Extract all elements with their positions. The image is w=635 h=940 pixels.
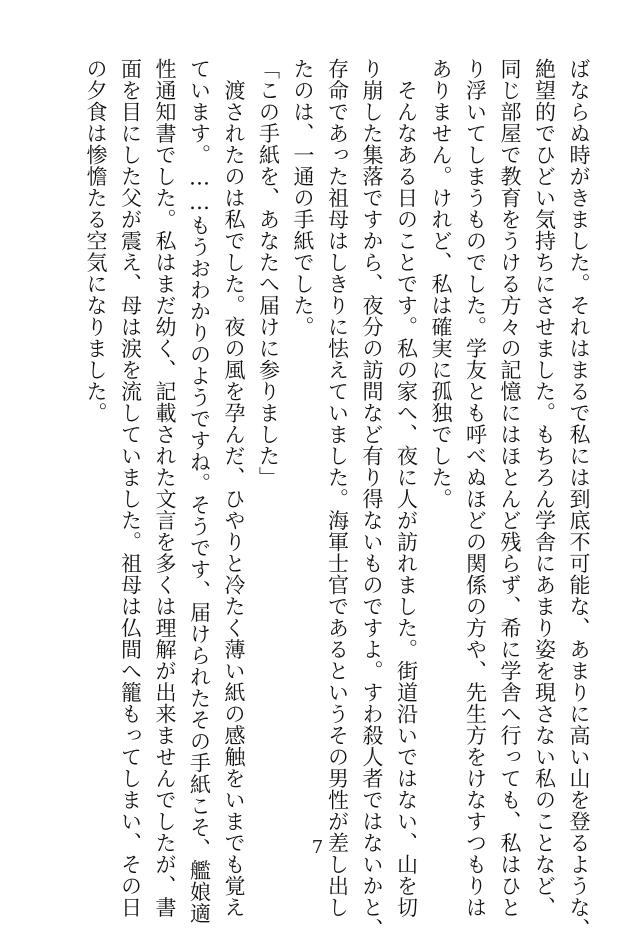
text-line: 存命であった祖母はしきりに怯えていました。海軍士官であるというその男性が差し出し: [325, 58, 350, 918]
text-line: り浮いてしまうものでした。学友とも呼べぬほどの関係の方や、先生方をけなすつもりは: [463, 58, 488, 918]
text-line: 渡されたのは私でした。夜の風を孕んだ、ひやりと冷たく薄い紙の感触をいまでも覚え: [222, 58, 246, 918]
text-line: の夕食は惨憺たる空気になりました。: [84, 58, 108, 424]
text-line: そんなある日のことです。私の家へ、夜に人が訪れました。街道沿いではない、山を切: [394, 58, 419, 918]
text-line: たのは、一通の手紙でした。: [291, 58, 315, 338]
text-line: 絶望的でひどい気持ちにさせました。もちろん学舎にあまり姿を現さない私のことなど、: [532, 58, 557, 918]
text-line: ています。……もうおわかりのようですね。そうです、届けられたその手紙こそ、艦娘適: [187, 58, 212, 924]
text-line: 同じ部屋で教育をうける方々の記憶にはほとんど残らず、希に学舎へ行っても、私はひと: [498, 58, 522, 918]
text-line: 「この手紙を、あなたへ届けに参りました」: [256, 58, 281, 488]
text-line: 性通知書でした。私はまだ幼く、記載された文言を多くは理解が出来ませんでしたが、書: [153, 58, 177, 918]
page-number: 7: [311, 837, 324, 858]
text-line: ばならぬ時がきました。それはまるで私には到底不可能な、あまりに高い山を登るような、: [567, 58, 591, 940]
text-line: ありません。けれど、私は確実に孤独でした。: [429, 58, 453, 510]
text-line: り崩した集落ですから、夜分の訪問など有り得ないものですよ。すわ殺人者ではないかと、: [360, 58, 384, 940]
text-line: 面を目にした父が震え、母は涙を流していました。祖母は仏間へ籠もってしまい、その日: [118, 58, 143, 918]
vertical-text-body: [40, 58, 596, 940]
